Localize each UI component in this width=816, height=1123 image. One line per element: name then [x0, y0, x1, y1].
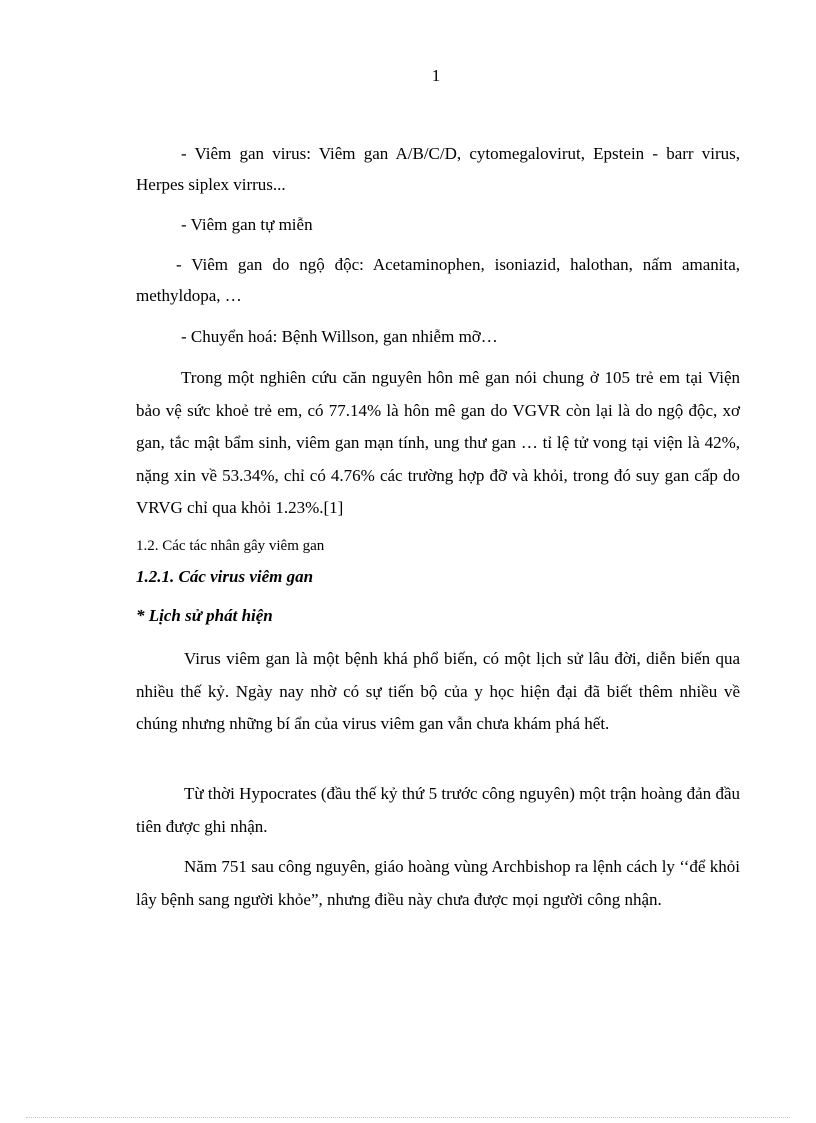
paragraph-archbishop: Năm 751 sau công nguyên, giáo hoàng vùng Archbishop ra lệnh cách ly ‘‘để khỏi lây bệnh sang người khỏe”, nhưng điều này chưa được mọi người công nhận.	[136, 857, 740, 909]
list-item-viral-hepatitis: - Viêm gan virus: Viêm gan A/B/C/D, cytomegalovirut, Epstein - barr virus, Herpes siplex virrus...	[136, 144, 740, 194]
history-heading: * Lịch sử phát hiện	[136, 606, 273, 625]
list-item-metabolic: - Chuyển hoá: Bệnh Willson, gan nhiễm mỡ…	[181, 327, 498, 346]
paragraph-hypocrates: Từ thời Hypocrates (đầu thế kỷ thứ 5 trước công nguyên) một trận hoàng đản đầu tiên được ghi nhận.	[136, 784, 740, 836]
list-item-toxic-hepatitis: - Viêm gan do ngộ độc: Acetaminophen, isoniazid, halothan, nấm amanita, methyldopa, …	[136, 255, 740, 305]
page-number: 1	[431, 66, 441, 85]
paragraph-history-intro: Virus viêm gan là một bệnh khá phổ biến, có một lịch sử lâu đời, diễn biến qua nhiều thế kỷ. Ngày nay nhờ có sự tiến bộ của y học hiện đại đã biết thêm nhiều về chúng nhưng những bí ẩn của virus viêm gan vẫn chưa khám phá hết.	[136, 649, 740, 733]
list-item-autoimmune-hepatitis: - Viêm gan tự miễn	[181, 215, 313, 234]
page-bottom-rule	[26, 1117, 790, 1118]
subsection-heading: 1.2.1. Các virus viêm gan	[136, 567, 314, 586]
section-heading: 1.2. Các tác nhân gây viêm gan	[136, 538, 325, 554]
paragraph-study: Trong một nghiên cứu căn nguyên hôn mê gan nói chung ở 105 trẻ em tại Viện bảo vệ sức khoẻ trẻ em, có 77.14% là hôn mê gan do VGVR còn lại là do ngộ độc, xơ gan, tắc mật bẩm sinh, viêm gan mạn tính, ung thư gan … tỉ lệ tử vong tại viện là 42%, nặng xin về 53.34%, chỉ có 4.76% các trường hợp đỡ và khỏi, trong đó suy gan cấp do VRVG chỉ qua khỏi 1.23%.[1]	[136, 368, 740, 517]
